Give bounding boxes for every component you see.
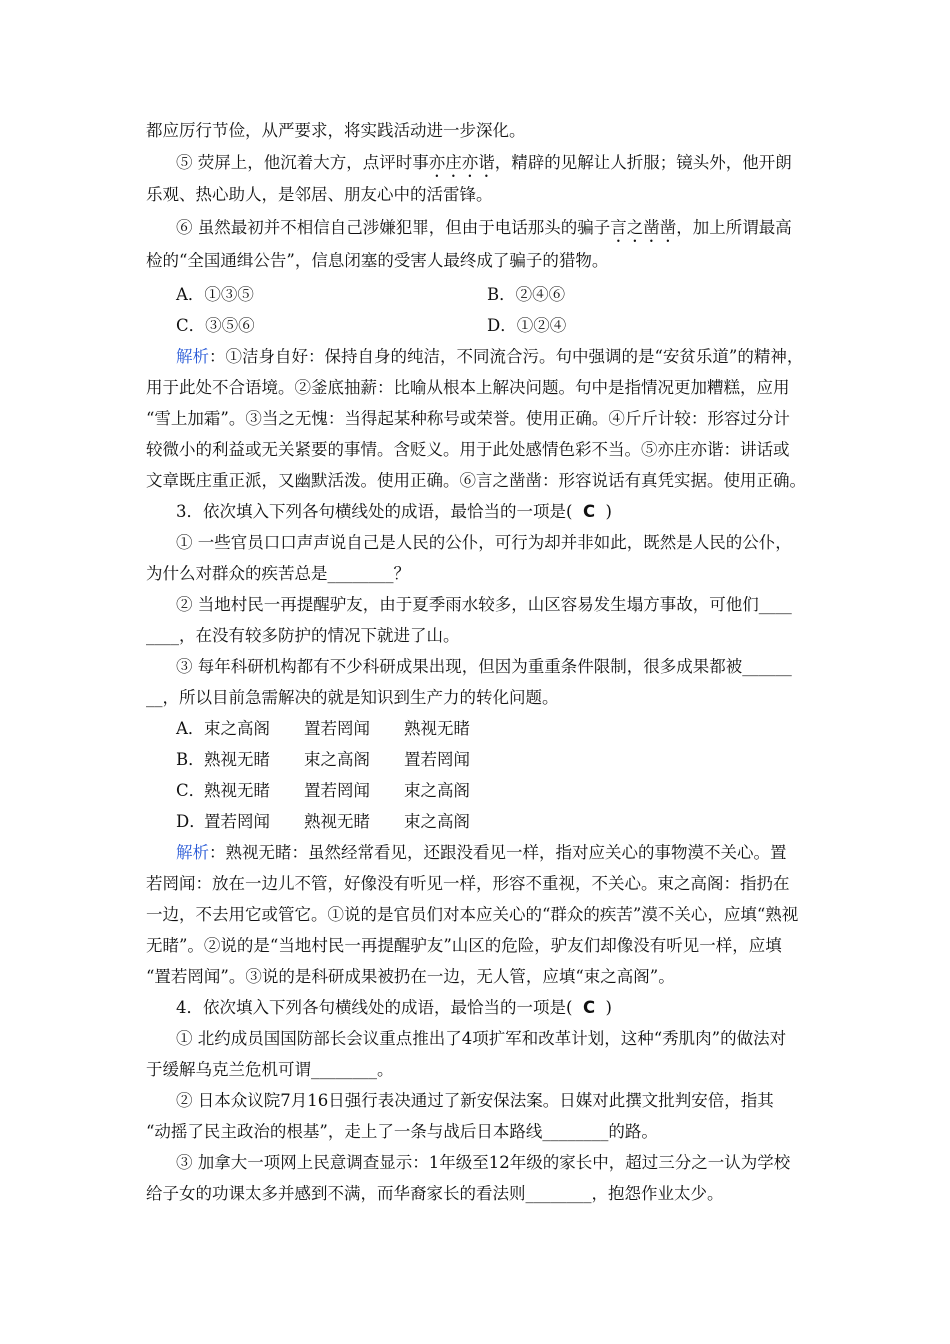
option-key: B． xyxy=(176,750,205,769)
option-word: 置若罔闻 xyxy=(304,781,370,800)
text-line: 都应厉行节俭，从严要求，将实践活动进一步深化。 xyxy=(146,121,526,140)
option-a: A．①③⑤ xyxy=(176,285,254,304)
text-line: 为什么对群众的疾苦总是________？ xyxy=(146,564,410,583)
option-word: 束之高阁 xyxy=(404,781,470,800)
text-line: __，所以目前急需解决的就是知识到生产力的转化问题。 xyxy=(146,688,559,707)
option-word: 束之高阁 xyxy=(304,750,370,769)
text-line: 给子女的功课太多并感到不满，而华裔家长的看法则________，抱怨作业太少。 xyxy=(146,1184,724,1203)
text-line: ② 日本众议院7月16日强行表决通过了新安保法案。日媒对此撰文批判安倍，指其 xyxy=(176,1091,774,1110)
option-word: 置若罔闻 xyxy=(304,719,370,738)
option-word: 置若罔闻 xyxy=(404,750,470,769)
option-c: C．③⑤⑥ xyxy=(176,316,255,335)
option-word: 熟视无睹 xyxy=(304,812,370,831)
option-word: 束之高阁 xyxy=(404,812,470,831)
question-4-stem xyxy=(176,998,612,1018)
option-word: 熟视无睹 xyxy=(404,719,470,738)
question-text: 3．依次填入下列各句横线处的成语，最恰当的一项是( xyxy=(176,502,573,521)
sentence-6 xyxy=(176,218,792,246)
q3-option xyxy=(176,812,470,832)
question-3-stem xyxy=(176,502,612,522)
answer-letter: C xyxy=(582,998,596,1017)
option-word: 熟视无睹 xyxy=(204,750,270,769)
analysis-text: “置若罔闻”。③说的是科研成果被扔在一边，无人管，应填“束之高阁”。 xyxy=(146,967,675,986)
emphasized-idiom: 亦庄亦谐 xyxy=(428,153,495,172)
paren-close: ) xyxy=(605,502,612,521)
option-key: D． xyxy=(176,812,206,831)
analysis-text: 文章既庄重正派，又幽默活泼。使用正确。⑥言之凿凿：形容说话有真凭实据。使用正确。 xyxy=(146,471,806,490)
analysis-label: 解析 xyxy=(176,347,209,366)
analysis-text: 无睹”。②说的是“当地村民一再提醒驴友”山区的危险，驴友们却像没有听见一样，应填 xyxy=(146,936,782,955)
text-line: ③ 每年科研机构都有不少科研成果出现，但因为重重条件限制，很多成果都被______ xyxy=(176,657,792,676)
analysis-3-line xyxy=(176,843,787,863)
analysis-text: 若罔闻：放在一边儿不管，好像没有听见一样，形容不重视，不关心。束之高阁：指扔在 xyxy=(146,874,790,893)
answer-letter: C xyxy=(582,502,596,521)
option-word: 置若罔闻 xyxy=(204,812,270,831)
option-d: D．①②④ xyxy=(487,316,567,335)
q3-option xyxy=(176,719,470,739)
option-key: A． xyxy=(176,719,205,738)
analysis-label: 解析 xyxy=(176,843,209,862)
option-b: B．②④⑥ xyxy=(487,285,566,304)
emphasized-idiom: 言之凿凿 xyxy=(610,218,677,237)
analysis-2-line xyxy=(176,347,803,367)
text-segment: ，精辟的见解让人折服；镜头外，他开朗 xyxy=(494,153,792,172)
text-segment: ⑤ 荧屏上，他沉着大方，点评时事 xyxy=(176,153,429,172)
option-word: 熟视无睹 xyxy=(204,781,270,800)
text-line: 检的“全国通缉公告”，信息闭塞的受害人最终成了骗子的猎物。 xyxy=(146,251,609,270)
analysis-text: 一边，不去用它或管它。①说的是官员们对本应关心的“群众的疾苦”漠不关心，应填“熟视 xyxy=(146,905,799,924)
text-segment: ，加上所谓最高 xyxy=(676,218,792,237)
paren-close: ) xyxy=(605,998,612,1017)
text-line: ② 当地村民一再提醒驴友，由于夏季雨水较多，山区容易发生塌方事故，可他们____ xyxy=(176,595,792,614)
text-line: ③ 加拿大一项网上民意调查显示：1年级至12年级的家长中，超过三分之一认为学校 xyxy=(176,1153,791,1172)
q3-option xyxy=(176,750,470,770)
analysis-text: ：①洁身自好：保持自身的纯洁，不同流合污。句中强调的是“安贫乐道”的精神， xyxy=(209,347,804,366)
analysis-text: 用于此处不合语境。②釜底抽薪：比喻从根本上解决问题。句中是指情况更加糟糕，应用 xyxy=(146,378,790,397)
analysis-text: “雪上加霜”。③当之无愧：当得起某种称号或荣誉。使用正确。④斤斤计较：形容过分计 xyxy=(146,409,790,428)
text-line: ① 一些官员口口声声说自己是人民的公仆，可行为却并非如此，既然是人民的公仆， xyxy=(176,533,792,552)
text-line: ____，在没有较多防护的情况下就进了山。 xyxy=(146,626,460,645)
q3-option xyxy=(176,781,470,801)
option-word: 束之高阁 xyxy=(204,719,270,738)
text-line: 于缓解乌克兰危机可谓________。 xyxy=(146,1060,394,1079)
text-line: “动摇了民主政治的根基”，走上了一条与战后日本路线________的路。 xyxy=(146,1122,658,1141)
sentence-5 xyxy=(176,153,792,181)
question-text: 4．依次填入下列各句横线处的成语，最恰当的一项是( xyxy=(176,998,573,1017)
analysis-text: ：熟视无睹：虽然经常看见，还跟没看见一样，指对应关心的事物漠不关心。置 xyxy=(209,843,787,862)
analysis-text: 较微小的利益或无关紧要的事情。含贬义。用于此处感情色彩不当。⑤亦庄亦谐：讲话或 xyxy=(146,440,790,459)
text-line: 乐观、热心助人，是邻居、朋友心中的活雷锋。 xyxy=(146,185,493,204)
option-key: C． xyxy=(176,781,206,800)
text-segment: ⑥ 虽然最初并不相信自己涉嫌犯罪，但由于电话那头的骗子 xyxy=(176,218,611,237)
text-line: ① 北约成员国国防部长会议重点推出了4项扩军和改革计划，这种“秀肌肉”的做法对 xyxy=(176,1029,787,1048)
